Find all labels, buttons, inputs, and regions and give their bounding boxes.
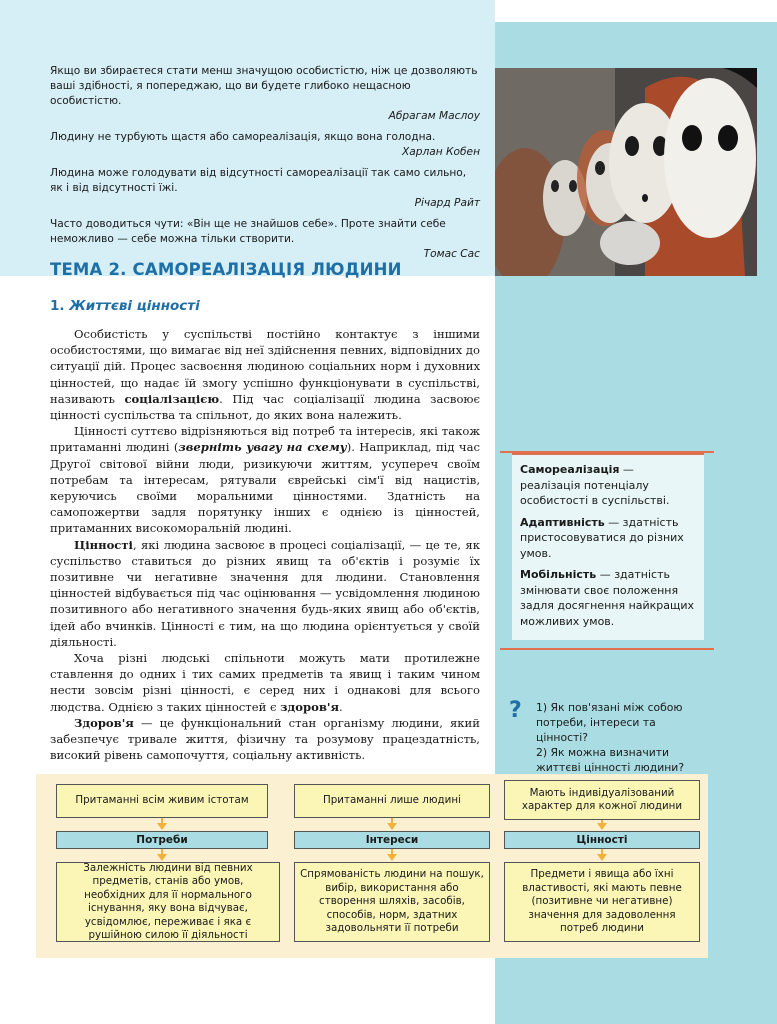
section-name: Життєві цінності (69, 298, 200, 314)
arrow-down-icon (157, 854, 167, 861)
question-mark-icon: ? (509, 698, 522, 723)
glossary-box (512, 453, 704, 640)
arrow-down-icon (387, 854, 397, 861)
needs-interests-values-diagram (36, 774, 708, 958)
diagram-heading: Цінності (504, 831, 700, 849)
quote-author: Томас Сас (423, 248, 480, 260)
glossary-item (520, 515, 696, 562)
glossary-term: Мобільність (520, 568, 597, 581)
paragraph (50, 326, 480, 423)
quote-author: Харлан Кобен (401, 146, 480, 158)
diagram-top-box: Мають індивідуалізований характер для кожної людини (504, 780, 700, 820)
arrow-down-icon (597, 854, 607, 861)
text-run: — це функціональний стан організму людини, який забезпечує тривале життя, фізичну та розумову працездатність, високий рівень самопочуття, соціальну активність. (50, 715, 480, 763)
glossary-definition: — здатність змінювати своє положення задля досягнення найкращих можливих умов. (520, 568, 695, 628)
paragraph (50, 715, 480, 764)
question-2: 2) Як можна визначити життєві цінності людини? (536, 746, 685, 774)
term: соціалізацією (124, 391, 220, 406)
glossary-term: Адаптивність (520, 515, 605, 529)
theme-title: ТЕМА 2. САМОРЕАЛІЗАЦІЯ ЛЮДИНИ (50, 260, 402, 279)
quote-text: Людина може голодувати від відсутності самореалізації так само сильно, як і від відсутності їжі. (50, 167, 467, 194)
question-1: 1) Як пов'язані між собою потреби, інтереси та цінності? (536, 701, 683, 744)
quote-4 (50, 217, 480, 262)
term: здоров'я (280, 699, 340, 714)
glossary-definition: — реалізація потенціалу особистості в суспільстві. (520, 463, 670, 507)
quote-author: Річард Райт (414, 197, 480, 209)
arrow-down-icon (597, 823, 607, 830)
main-text (50, 326, 480, 763)
diagram-bottom-box: Спрямованість людини на пошук, вибір, використання або створення шляхів, засобів, способів, норм, здатних задовольняти її потреби (294, 862, 490, 942)
diagram-bottom-box: Залежність людини від певних предметів, станів або умов, необхідних для її нормального існування, яку вона відчуває, усвідомлює, переживає і яка є рушійною силою її діяльності (56, 862, 280, 942)
epigraph-quotes (50, 64, 480, 268)
paragraph (50, 650, 480, 715)
scheme-note: зверніть увагу на схему (178, 440, 347, 455)
text-run: . (339, 699, 343, 714)
review-questions (536, 700, 706, 775)
text-run: Цінності суттєво відрізняються від потреб та інтересів, які також притаманні людині ( (50, 424, 480, 455)
diagram-bottom-box: Предмети і явища або їхні властивості, які мають певне (позитивне чи негативне) значення для задоволення потреб людини (504, 862, 700, 942)
diagram-heading: Інтереси (294, 831, 490, 849)
masks-photo (495, 68, 757, 276)
glossary-rule-bottom (500, 648, 714, 650)
quote-1 (50, 64, 480, 124)
section-title (50, 298, 200, 314)
top-margin (495, 0, 777, 22)
paragraph (50, 537, 480, 650)
glossary-item (520, 567, 696, 629)
paragraph (50, 423, 480, 536)
term: Здоров'я (74, 715, 134, 730)
text-run: , які людина засвоює в процесі соціалізації, — це те, як суспільство ставиться до різних явищ та об'єктів і розуміє їх позитивне чи негативне значення для людини. Становлення цінностей відбувається під час оцінювання — усвідомлення людиною позитивного або негативного значення будь-яких явищ або об'єктів, ідей або вчинків. Цінності є тим, на що людина орієнтується у своїй діяльності. (50, 537, 480, 649)
text-run: . Під час соціалізації людина засвоює цінності суспільства та спільнот, до яких вона належить. (50, 391, 481, 423)
diagram-heading: Потреби (56, 831, 268, 849)
quote-text: Якщо ви збираєтеся стати менш значущою особистістю, ніж це дозволяють ваші здібності, я попереджаю, що ви будете глибоко нещасною особистістю. (50, 65, 478, 107)
text-run: Особистість у суспільстві постійно контактує з іншими особистостями, що вимагає від неї здійснення певних, відповідних до ситуації дій. Процес засвоєння людиною соціальних норм і духовних цінностей, що надає їй змогу успішно функціонувати в суспільстві, називають (50, 327, 480, 406)
arrow-down-icon (157, 823, 167, 830)
text-run: ). Наприклад, під час Другої світової війни люди, ризикуючи життям, усупереч своїм потребам та інтересам, рятували єврейські сім'ї від нацистів, керуючись своїми моральними цінностями. Здатність на самопожертви задля порятунку інших є однією із цінностей, притаманних високоморальній людині. (50, 440, 481, 536)
quote-2 (50, 130, 480, 160)
term: Цінності (74, 537, 133, 552)
arrow-down-icon (387, 823, 397, 830)
section-number: 1. (50, 298, 65, 314)
quote-author: Абрагам Маслоу (388, 110, 480, 122)
text-run: Хоча різні людські спільноти можуть мати протилежне ставлення до одних і тих самих предметів та явищ і таким чином нести зовсім різні цінності, є серед них і однакові для всього людства. Однією з таких цінностей є (50, 651, 480, 714)
quote-text: Часто доводиться чути: «Він ще не знайшов себе». Проте знайти себе неможливо — себе можна тільки створити. (50, 218, 446, 245)
masks-illustration (495, 68, 757, 276)
quote-text: Людину не турбують щастя або самореалізація, якщо вона голодна. (50, 131, 436, 143)
glossary-item (520, 462, 696, 509)
glossary-definition: — здатність пристосовуватися до різних умов. (520, 515, 684, 560)
diagram-top-box: Притаманні лише людині (294, 784, 490, 818)
quote-3 (50, 166, 480, 211)
glossary-term: Самореалізація (520, 463, 620, 476)
diagram-top-box: Притаманні всім живим істотам (56, 784, 268, 818)
